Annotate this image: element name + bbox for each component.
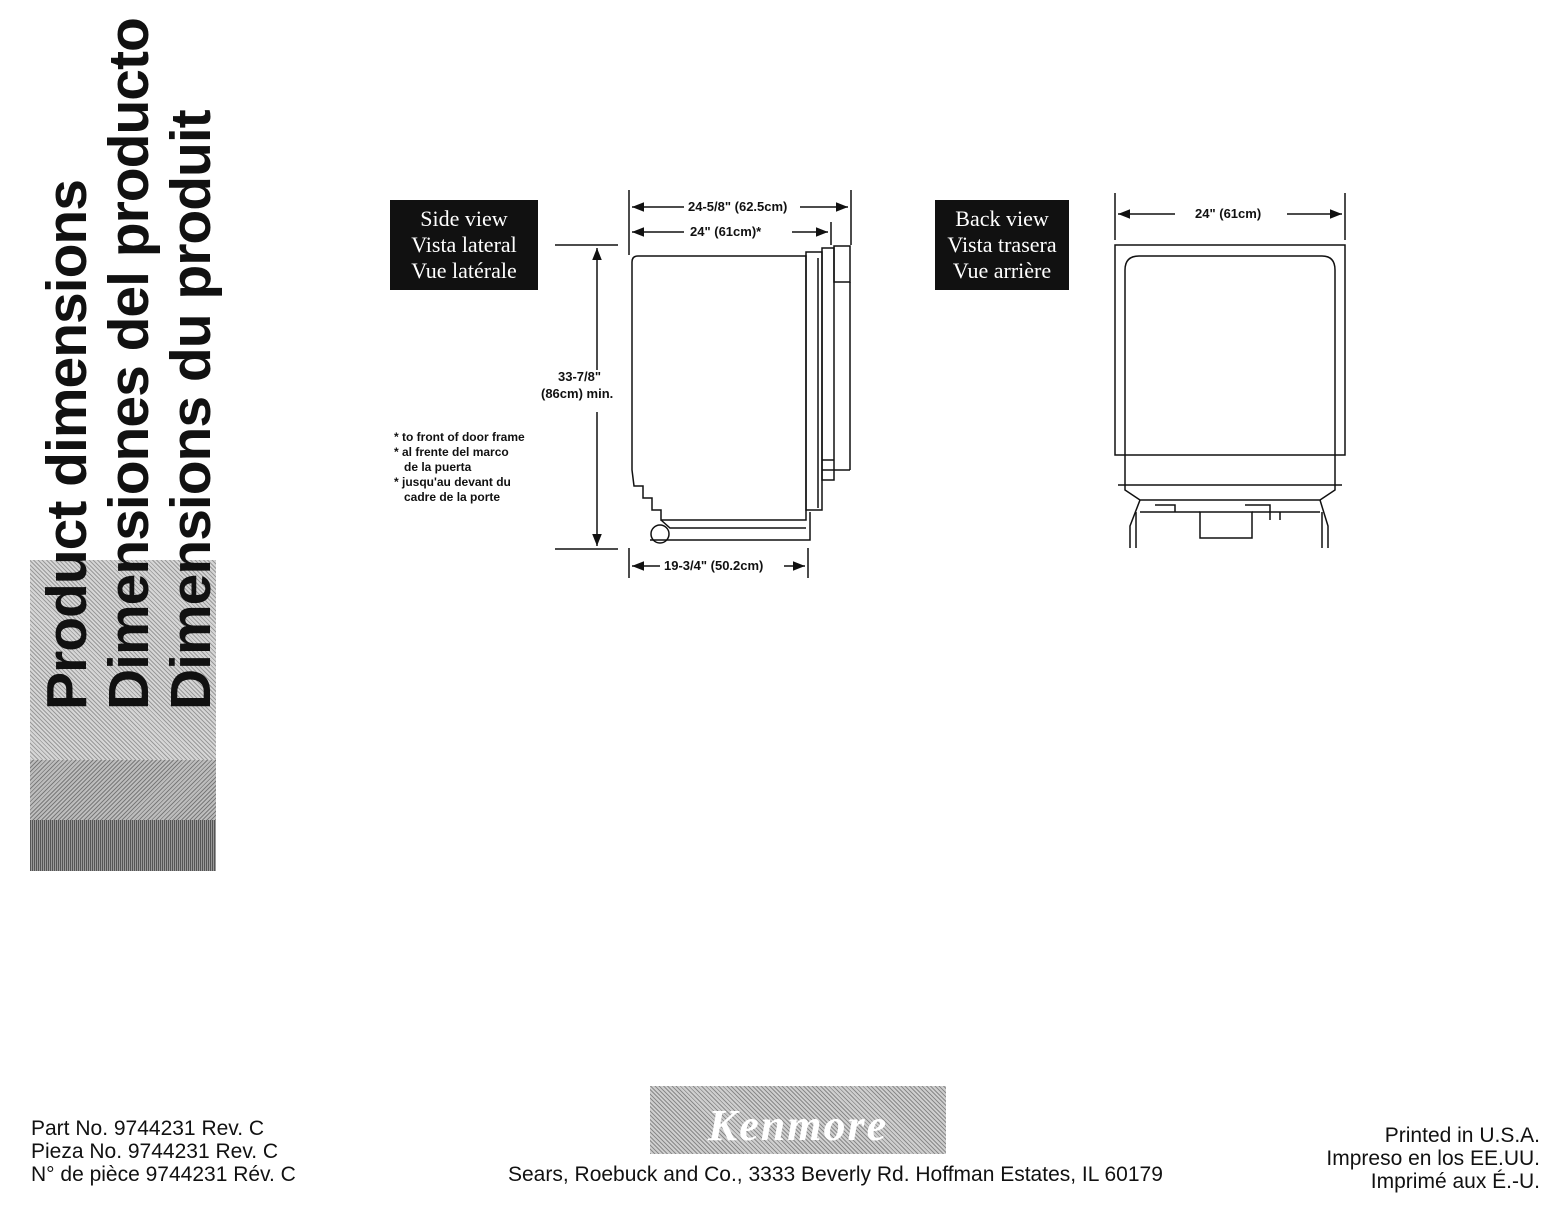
part-number-block: [31, 1117, 296, 1186]
side-overall-depth-label: 24-5/8" (62.5cm): [688, 199, 788, 214]
side-base-depth-label: 19-3/4" (50.2cm): [664, 558, 764, 573]
company-address: Sears, Roebuck and Co., 3333 Beverly Rd. Hoffman Estates, IL 60179: [508, 1163, 1163, 1186]
kenmore-logo: [650, 1086, 946, 1154]
part-number-fr: N° de pièce 9744231 Rév. C: [31, 1163, 296, 1186]
footnote-fr-cont: cadre de la porte: [404, 490, 501, 504]
printed-in-es: Impreso en los EE.UU.: [1326, 1147, 1540, 1170]
back-width-label: 24" (61cm): [1195, 206, 1262, 221]
side-height-label-1: 33-7/8": [558, 369, 602, 384]
footnote-es: * al frente del marco: [394, 445, 509, 459]
printed-in-fr: Imprimé aux É.-U.: [1370, 1170, 1540, 1193]
kenmore-logo-text: Kenmore: [707, 1101, 889, 1150]
side-height-label-2: (86cm) min.: [541, 386, 614, 401]
printed-in-block: [1326, 1124, 1540, 1193]
side-view-label-es: Vista lateral: [411, 232, 517, 257]
title-english: Product dimensions: [35, 180, 99, 710]
title-french: Dimensions du produit: [159, 110, 223, 710]
title-spanish: Dimensiones del producto: [97, 18, 161, 710]
footnote-en: * to front of door frame: [394, 430, 525, 444]
side-view-label-fr: Vue latérale: [411, 258, 517, 283]
back-view-label-fr: Vue arrière: [952, 258, 1052, 283]
footnote-fr: * jusqu'au devant du: [394, 475, 511, 489]
part-number-es: Pieza No. 9744231 Rev. C: [31, 1140, 279, 1163]
side-view-label-en: Side view: [420, 206, 508, 231]
side-view-drawing: [555, 190, 851, 578]
back-view-label-en: Back view: [955, 206, 1049, 231]
footnote-es-cont: de la puerta: [404, 460, 472, 474]
back-view-drawing: [1115, 193, 1345, 548]
footnote-list: [394, 430, 525, 505]
side-frame-depth-label: 24" (61cm)*: [690, 224, 762, 239]
back-view-label-es: Vista trasera: [947, 232, 1057, 257]
printed-in-en: Printed in U.S.A.: [1384, 1124, 1540, 1147]
part-number-en: Part No. 9744231 Rev. C: [31, 1117, 265, 1140]
